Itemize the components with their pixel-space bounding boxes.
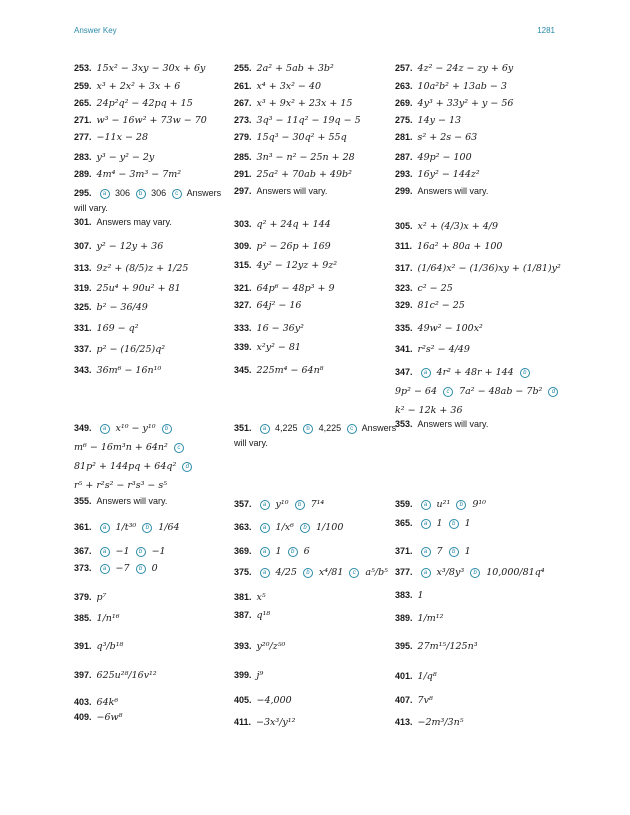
answer-text: p² − (16/25)q² — [96, 344, 166, 355]
answer-entry — [234, 259, 337, 272]
answer-entry — [234, 185, 327, 198]
problem-number: 405. — [234, 695, 252, 705]
part-marker: b — [470, 568, 480, 578]
answer-entry — [395, 716, 464, 729]
problem-number: 325. — [74, 302, 92, 312]
answer-text: −4,000 — [256, 695, 292, 706]
part-marker: b — [303, 568, 313, 578]
page-number: 1281 — [537, 26, 555, 35]
answer-text: 36m⁶ − 16n¹⁰ — [96, 365, 162, 376]
answer-text: y²⁰/z⁵⁰ — [256, 641, 286, 652]
problem-number: 387. — [234, 610, 252, 620]
answer-entry — [395, 97, 513, 110]
answer-text: 4y² − 12yz + 9z² — [256, 260, 338, 271]
answer-entry — [234, 521, 343, 534]
part-marker: b — [456, 500, 466, 510]
part-marker: d — [182, 462, 192, 472]
answer-entry — [74, 696, 118, 709]
problem-number: 317. — [395, 263, 413, 273]
answer-text: j⁹ — [256, 670, 264, 681]
problem-number: 313. — [74, 263, 92, 273]
problem-number: 301. — [74, 217, 92, 227]
answer-text: x² + (4/3)x + 4/9 — [417, 221, 499, 232]
problem-number: 255. — [234, 63, 252, 73]
answer-text: q¹⁸ — [256, 610, 271, 621]
answer-entry — [234, 716, 295, 729]
answer-text: a −1 b −1 — [97, 546, 166, 557]
answer-text: a 1/t³⁰ b 1/64 — [97, 522, 180, 533]
part-marker: b — [288, 547, 298, 557]
problem-number: 359. — [395, 499, 413, 509]
answer-entry — [74, 495, 167, 508]
answer-text: x³ + 2x² + 3x + 6 — [96, 81, 181, 92]
answer-text: p⁷ — [96, 592, 107, 603]
problem-number: 367. — [74, 546, 92, 556]
answer-text: 16 − 36y² — [256, 323, 304, 334]
answer-entry — [74, 216, 172, 229]
answer-entry — [74, 168, 181, 181]
answer-text: a 4,225 b 4,225 c Answers — [257, 423, 397, 433]
answer-text: 25a² + 70ab + 49b² — [256, 169, 352, 180]
answer-text: −6w⁸ — [96, 712, 123, 723]
problem-number: 343. — [74, 365, 92, 375]
problem-number: 399. — [234, 670, 252, 680]
answer-entry — [234, 114, 361, 127]
problem-number: 363. — [234, 522, 252, 532]
answer-entry — [74, 441, 187, 454]
problem-number: 263. — [395, 81, 413, 91]
part-marker: c — [347, 424, 357, 434]
answer-text: 81c² − 25 — [417, 300, 465, 311]
part-marker: b — [136, 189, 146, 199]
answer-text: p² − 26p + 169 — [256, 241, 331, 252]
problem-number: 287. — [395, 152, 413, 162]
answer-entry — [74, 640, 123, 653]
answer-text: (1/64)x² − (1/36)xy + (1/81)y² — [417, 263, 561, 274]
problem-number: 267. — [234, 98, 252, 108]
part-marker: c — [174, 443, 184, 453]
answer-text: 4m⁴ − 3m³ − 7m² — [96, 169, 182, 180]
problem-number: 351. — [234, 423, 252, 433]
answer-entry — [395, 343, 470, 356]
answer-entry — [395, 670, 437, 683]
part-marker: c — [443, 387, 453, 397]
answer-entry — [234, 168, 352, 181]
part-marker: b — [303, 424, 313, 434]
part-marker: a — [100, 189, 110, 199]
problem-number: 345. — [234, 365, 252, 375]
answer-entry — [234, 422, 396, 435]
answer-entry — [234, 640, 285, 653]
part-marker: a — [421, 368, 431, 378]
answer-entry — [74, 562, 158, 575]
answer-entry — [74, 301, 148, 314]
answer-text: w³ − 16w² + 73w − 70 — [96, 115, 207, 126]
answer-text: Answers will vary. — [96, 496, 168, 506]
problem-number: 369. — [234, 546, 252, 556]
problem-number: 379. — [74, 592, 92, 602]
answer-text: 2a² + 5ab + 3b² — [256, 63, 334, 74]
problem-number: 311. — [395, 241, 413, 251]
answer-text: 49p² − 100 — [417, 152, 472, 163]
answer-entry — [234, 341, 301, 354]
answer-text: a 1/x⁶ b 1/100 — [257, 522, 344, 533]
answer-entry — [234, 591, 266, 604]
answer-entry — [74, 151, 154, 164]
answer-text: x³ + 9x² + 23x + 15 — [256, 98, 353, 109]
answer-text: will vary. — [234, 438, 268, 448]
problem-number: 353. — [395, 419, 413, 429]
answer-text: q² + 24q + 144 — [256, 219, 331, 230]
answer-entry — [74, 521, 180, 534]
answer-entry — [395, 299, 465, 312]
problem-number: 285. — [234, 152, 252, 162]
answer-entry — [74, 422, 175, 435]
part-marker: a — [100, 523, 110, 533]
answer-text: 25u⁴ + 90u² + 81 — [96, 283, 181, 294]
answer-entry — [234, 282, 335, 295]
problem-number: 395. — [395, 641, 413, 651]
problem-number: 333. — [234, 323, 252, 333]
answer-entry — [234, 218, 331, 231]
problem-number: 259. — [74, 81, 92, 91]
answer-text: a y¹⁰ b 7¹⁴ — [257, 499, 325, 510]
answer-text: 9z² + (8/5)z + 1/25 — [96, 263, 189, 274]
answer-entry — [395, 612, 443, 625]
part-marker: a — [421, 568, 431, 578]
problem-number: 393. — [234, 641, 252, 651]
answer-entry — [74, 364, 161, 377]
part-marker: a — [421, 547, 431, 557]
problem-number: 253. — [74, 63, 92, 73]
answer-entry — [395, 114, 461, 127]
answer-text: −2m³/3n⁵ — [417, 717, 464, 728]
problem-number: 269. — [395, 98, 413, 108]
answer-text: x⁵ — [256, 592, 266, 603]
problem-number: 307. — [74, 241, 92, 251]
problem-number: 297. — [234, 186, 252, 196]
answer-text: Answers will vary. — [256, 186, 328, 196]
answer-entry — [234, 151, 355, 164]
answer-entry — [395, 62, 513, 75]
problem-number: 377. — [395, 567, 413, 577]
answer-entry — [234, 669, 263, 682]
answer-entry — [234, 322, 304, 335]
problem-number: 257. — [395, 63, 413, 73]
answer-text: 9p² − 64 c 7a² − 48ab − 7b² d — [395, 386, 561, 397]
answer-entry — [74, 97, 193, 110]
answer-entry — [395, 498, 486, 511]
problem-number: 397. — [74, 670, 92, 680]
problem-number: 299. — [395, 186, 413, 196]
problem-number: 261. — [234, 81, 252, 91]
answer-entry — [395, 151, 472, 164]
answer-entry — [74, 262, 188, 275]
answer-text: s² + 2s − 63 — [417, 132, 478, 143]
problem-number: 391. — [74, 641, 92, 651]
problem-number: 265. — [74, 98, 92, 108]
problem-number: 273. — [234, 115, 252, 125]
answer-entry — [395, 80, 507, 93]
problem-number: 321. — [234, 283, 252, 293]
answer-text: 24p²q² − 42pq + 15 — [96, 98, 193, 109]
answer-text: 49w² − 100x² — [417, 323, 483, 334]
answer-entry — [395, 694, 433, 707]
answer-entry — [395, 418, 488, 431]
problem-number: 357. — [234, 499, 252, 509]
answer-text: a u²¹ b 9¹⁰ — [418, 499, 486, 510]
problem-number: 407. — [395, 695, 413, 705]
answer-text: a 7 b 1 — [418, 546, 471, 557]
problem-number: 403. — [74, 697, 92, 707]
part-marker: b — [136, 564, 146, 574]
answer-entry — [395, 168, 480, 181]
header-section-title: Answer Key — [74, 26, 117, 35]
problem-number: 355. — [74, 496, 92, 506]
part-marker: a — [100, 424, 110, 434]
part-marker: a — [260, 424, 270, 434]
part-marker: a — [100, 547, 110, 557]
answer-text: −3x³/y¹² — [256, 717, 296, 728]
problem-number: 283. — [74, 152, 92, 162]
answer-text: 625u²⁸/16v¹² — [96, 670, 157, 681]
answer-entry — [74, 282, 181, 295]
problem-number: 349. — [74, 423, 92, 433]
answer-entry — [234, 240, 331, 253]
answer-entry — [74, 669, 157, 682]
answer-text: 64p⁶ − 48p³ + 9 — [256, 283, 335, 294]
part-marker: b — [449, 519, 459, 529]
answer-entry — [395, 185, 488, 198]
answer-text: a 306 b 306 c Answers — [97, 188, 222, 198]
problem-number: 329. — [395, 300, 413, 310]
problem-number: 347. — [395, 367, 413, 377]
answer-entry — [395, 282, 453, 295]
answer-text: −11x − 28 — [96, 132, 149, 143]
part-marker: a — [100, 564, 110, 574]
answer-entry — [234, 364, 324, 377]
answer-text: 15x² − 3xy − 30x + 6y — [96, 63, 206, 74]
problem-number: 281. — [395, 132, 413, 142]
problem-number: 375. — [234, 567, 252, 577]
problem-number: 293. — [395, 169, 413, 179]
problem-number: 271. — [74, 115, 92, 125]
answer-text: 225m⁴ − 64n⁸ — [256, 365, 324, 376]
answer-entry — [234, 566, 388, 579]
problem-number: 371. — [395, 546, 413, 556]
answer-text: Answers may vary. — [96, 217, 172, 227]
answer-text: 81p² + 144pq + 64q² d — [74, 461, 195, 472]
problem-number: 341. — [395, 344, 413, 354]
answer-text: m⁶ − 16m³n + 64n² c — [74, 442, 187, 453]
part-marker: b — [162, 424, 172, 434]
answer-entry — [395, 366, 533, 379]
problem-number: 361. — [74, 522, 92, 532]
answer-text: y² − 12y + 36 — [96, 241, 164, 252]
answer-text: 16a² + 80a + 100 — [417, 241, 503, 252]
answer-entry — [395, 262, 561, 275]
answer-text: a 4/25 b x⁴/81 c a⁵/b⁵ — [257, 567, 388, 578]
answer-entry — [234, 498, 324, 511]
answer-text: a 1 b 1 — [418, 518, 471, 529]
answer-entry — [74, 479, 167, 492]
answer-entry — [395, 589, 424, 602]
problem-number: 291. — [234, 169, 252, 179]
answer-text: c² − 25 — [417, 283, 453, 294]
answer-entry — [234, 609, 270, 622]
part-marker: d — [548, 387, 558, 397]
answer-text: Answers will vary. — [417, 186, 489, 196]
problem-number: 331. — [74, 323, 92, 333]
problem-number: 305. — [395, 221, 413, 231]
answer-text: 3n³ − n² − 25n + 28 — [256, 152, 355, 163]
answer-entry — [74, 322, 139, 335]
answer-entry — [395, 640, 478, 653]
answer-entry — [234, 62, 334, 75]
answer-text: will vary. — [74, 203, 108, 213]
answer-text: 4z² − 24z − zy + 6y — [417, 63, 514, 74]
answer-entry — [74, 711, 122, 724]
answer-entry — [395, 385, 561, 398]
answer-entry — [74, 114, 207, 127]
part-marker: c — [172, 189, 182, 199]
answer-text: 15q³ − 30q² + 55q — [256, 132, 347, 143]
problem-number: 381. — [234, 592, 252, 602]
answer-entry — [395, 517, 471, 530]
problem-number: 373. — [74, 563, 92, 573]
answer-entry — [74, 612, 120, 625]
problem-number: 323. — [395, 283, 413, 293]
answer-entry — [395, 220, 498, 233]
answer-entry — [234, 80, 321, 93]
problem-number: 275. — [395, 115, 413, 125]
problem-number: 365. — [395, 518, 413, 528]
answer-text: 3q³ − 11q² − 19q − 5 — [256, 115, 361, 126]
problem-number: 289. — [74, 169, 92, 179]
problem-number: 411. — [234, 717, 252, 727]
problem-number: 337. — [74, 344, 92, 354]
part-marker: b — [142, 523, 152, 533]
answer-entry — [395, 131, 477, 144]
problem-number: 319. — [74, 283, 92, 293]
problem-number: 295. — [74, 188, 92, 198]
answer-text: r²s² − 4/49 — [417, 344, 470, 355]
answer-text: 10a²b² + 13ab − 3 — [417, 81, 507, 92]
answer-text: 1/m¹² — [417, 613, 444, 624]
part-marker: b — [295, 500, 305, 510]
part-marker: a — [421, 500, 431, 510]
answer-text: a x³/8y³ b 10,000/81q⁴ — [418, 567, 545, 578]
answer-text: q³/b¹⁸ — [96, 641, 124, 652]
problem-number: 339. — [234, 342, 252, 352]
answer-entry — [395, 404, 463, 417]
part-marker: c — [349, 568, 359, 578]
answer-text: r⁵ + r²s² − r³s³ − s⁵ — [74, 480, 168, 491]
part-marker: a — [421, 519, 431, 529]
problem-number: 309. — [234, 241, 252, 251]
answer-entry — [74, 202, 108, 215]
answer-entry — [395, 322, 483, 335]
answer-text: 1 — [417, 590, 424, 601]
answer-text: a −7 b 0 — [97, 563, 158, 574]
problem-number: 413. — [395, 717, 413, 727]
part-marker: b — [449, 547, 459, 557]
part-marker: a — [260, 523, 270, 533]
answer-text: 27m¹⁵/125n³ — [417, 641, 478, 652]
answer-entry — [395, 240, 502, 253]
problem-number: 389. — [395, 613, 413, 623]
answer-text: 64k⁶ — [96, 697, 119, 708]
answer-text: 7v⁸ — [417, 695, 433, 706]
answer-entry — [74, 131, 148, 144]
part-marker: b — [136, 547, 146, 557]
answer-entry — [234, 97, 352, 110]
answer-text: x²y² − 81 — [256, 342, 301, 353]
answer-entry — [234, 131, 347, 144]
part-marker: b — [520, 368, 530, 378]
answer-entry — [74, 545, 166, 558]
answer-text: 1/n¹⁶ — [96, 613, 120, 624]
answer-entry — [395, 566, 545, 579]
answer-text: a 4r² + 48r + 144 b — [418, 367, 533, 378]
problem-number: 409. — [74, 712, 92, 722]
problem-number: 401. — [395, 671, 413, 681]
answer-text: Answers will vary. — [417, 419, 489, 429]
problem-number: 327. — [234, 300, 252, 310]
answer-text: b² − 36/49 — [96, 302, 148, 313]
answer-text: k² − 12k + 36 — [395, 405, 463, 416]
answer-entry — [74, 591, 106, 604]
problem-number: 315. — [234, 260, 252, 270]
answer-entry — [234, 437, 268, 450]
answer-text: 169 − q² — [96, 323, 139, 334]
answer-entry — [234, 545, 310, 558]
answer-entry — [74, 240, 163, 253]
answer-text: a x¹⁰ − y¹⁰ b — [97, 423, 175, 434]
problem-number: 277. — [74, 132, 92, 142]
problem-number: 385. — [74, 613, 92, 623]
answer-entry — [234, 694, 292, 707]
answer-text: 4y³ + 33y² + y − 56 — [417, 98, 514, 109]
answer-text: 64j² − 16 — [256, 300, 302, 311]
answer-text: x⁴ + 3x² − 40 — [256, 81, 321, 92]
part-marker: a — [260, 568, 270, 578]
answer-text: 1/q⁸ — [417, 671, 437, 682]
answer-text: 16y² − 144z² — [417, 169, 480, 180]
problem-number: 335. — [395, 323, 413, 333]
answer-entry — [74, 460, 195, 473]
part-marker: a — [260, 500, 270, 510]
problem-number: 303. — [234, 219, 252, 229]
answer-entry — [395, 545, 471, 558]
answer-text: 14y − 13 — [417, 115, 462, 126]
answer-text: a 1 b 6 — [257, 546, 310, 557]
answer-entry — [74, 187, 221, 200]
part-marker: b — [300, 523, 310, 533]
answer-entry — [74, 343, 165, 356]
answer-entry — [74, 62, 205, 75]
problem-number: 383. — [395, 590, 413, 600]
problem-number: 279. — [234, 132, 252, 142]
answer-text: y³ − y² − 2y — [96, 152, 155, 163]
answer-entry — [234, 299, 301, 312]
answer-entry — [74, 80, 180, 93]
part-marker: a — [260, 547, 270, 557]
